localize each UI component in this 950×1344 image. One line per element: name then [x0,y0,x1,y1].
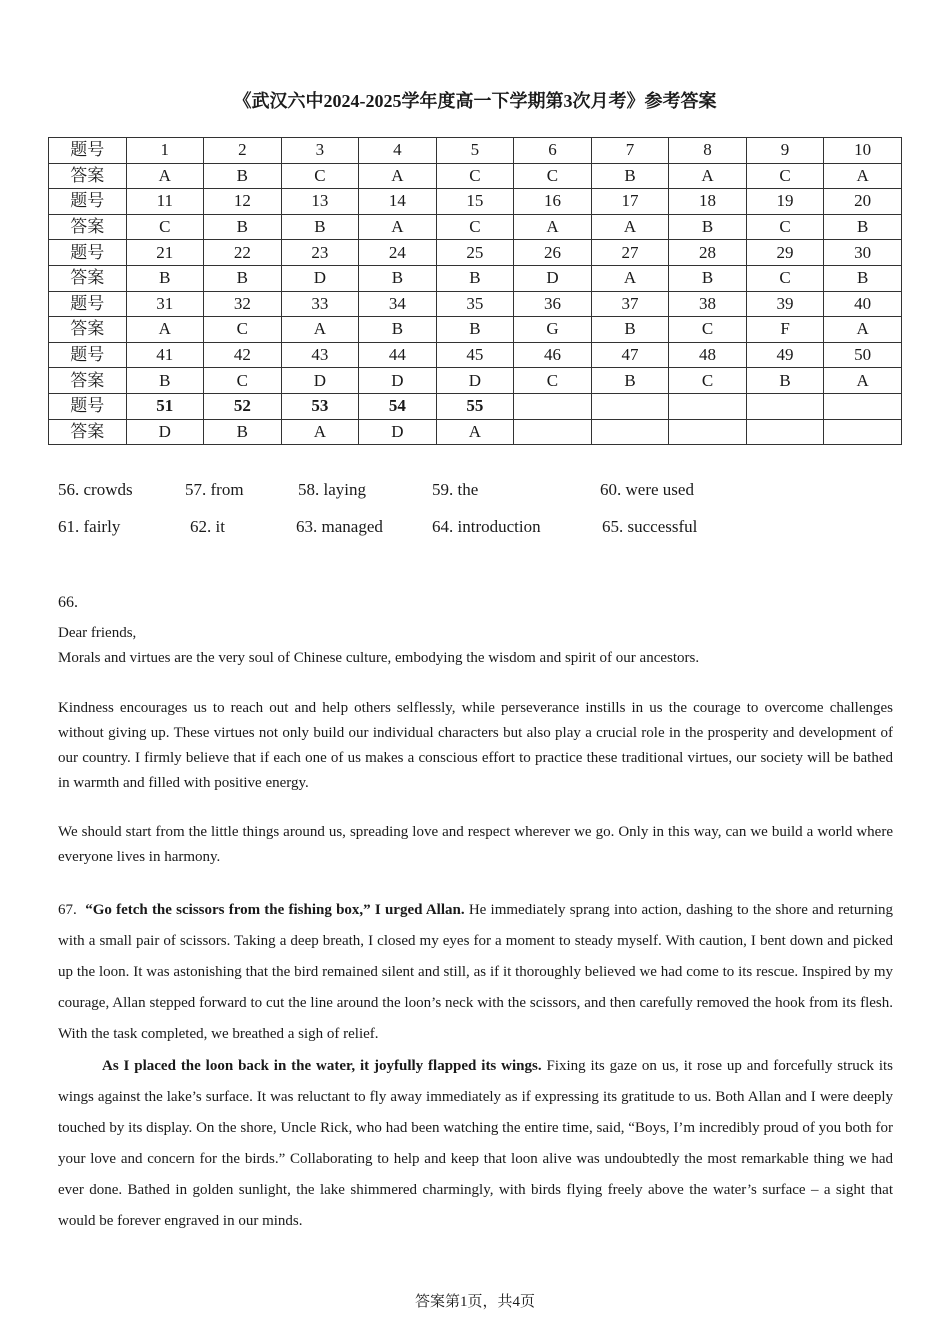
answer-row [49,317,902,343]
q66-paragraph: We should start from the little things around us, spreading love and respect wherever we go. Only in this way, can we build a world where everyone lives in harmony. [58,824,893,865]
question-number-cell [514,393,592,419]
question-number-cell: 53 [281,393,359,419]
answer-row-label: 答案 [49,265,127,291]
answer-cell: A [359,163,437,189]
question-number-cell: 20 [824,189,902,215]
answer-cell: C [204,317,282,343]
answer-cell [746,419,824,445]
number-row [49,393,902,419]
answer-cell: C [126,214,204,240]
answer-cell: B [436,317,514,343]
question-number-cell: 32 [204,291,282,317]
answer-cell: B [591,163,669,189]
question-number-cell: 39 [746,291,824,317]
question-number-cell: 13 [281,189,359,215]
answer-cell: A [281,317,359,343]
question-number-cell: 19 [746,189,824,215]
number-row [49,138,902,164]
question-number-cell: 15 [436,189,514,215]
answer-cell: C [669,368,747,394]
question-number-cell: 14 [359,189,437,215]
question-number-cell [746,393,824,419]
answer-cell: D [281,368,359,394]
answer-cell: C [746,214,824,240]
answer-cell: A [514,214,592,240]
question-number-cell: 2 [204,138,282,164]
answer-cell: A [436,419,514,445]
answer-cell: C [436,214,514,240]
question-number-cell: 50 [824,342,902,368]
question-number-cell: 34 [359,291,437,317]
question-number-cell: 45 [436,342,514,368]
fill-answer: 60. were used [600,480,694,499]
question-number-cell: 38 [669,291,747,317]
question-number-cell: 28 [669,240,747,266]
question-number-cell: 43 [281,342,359,368]
answer-cell: A [824,317,902,343]
answer-cell: B [359,317,437,343]
answer-cell [669,419,747,445]
question-number-cell: 41 [126,342,204,368]
question-number-cell: 54 [359,393,437,419]
fill-answer: 65. successful [602,517,698,536]
q67-lead-sentence-1: “Go fetch the scissors from the fishing box,” I urged Allan. [85,902,465,918]
answer-row [49,163,902,189]
q67-lead-sentence-2: As I placed the loon back in the water, it joyfully flapped its wings. [102,1058,542,1074]
answer-cell: B [824,214,902,240]
answer-cell: A [824,368,902,394]
answer-row [49,265,902,291]
page-title: 《武汉六中2024-2025学年度高一下学期第3次月考》参考答案 [233,91,717,111]
question-number-cell: 47 [591,342,669,368]
number-row-label: 题号 [49,189,127,215]
fill-answer: 57. from [185,480,244,499]
answer-cell: B [746,368,824,394]
question-number-cell: 26 [514,240,592,266]
answer-cell: G [514,317,592,343]
answer-cell: B [669,265,747,291]
question-number-cell: 25 [436,240,514,266]
q67-paragraph-1 [58,895,893,1050]
question-number-cell: 12 [204,189,282,215]
answer-row-label: 答案 [49,214,127,240]
answer-cell: C [514,368,592,394]
answer-cell: C [436,163,514,189]
number-row-label: 题号 [49,393,127,419]
question-number-cell: 3 [281,138,359,164]
question-number-cell: 17 [591,189,669,215]
answer-cell [591,419,669,445]
answer-cell: A [126,317,204,343]
answer-row-label: 答案 [49,419,127,445]
question-number-cell: 29 [746,240,824,266]
q67-paragraph-2 [58,1051,893,1237]
question-number-cell [669,393,747,419]
answer-cell: F [746,317,824,343]
question-number-cell: 4 [359,138,437,164]
answer-cell: B [669,214,747,240]
question-number-cell: 35 [436,291,514,317]
question-number-cell: 30 [824,240,902,266]
answer-table [48,137,902,445]
answer-cell: B [591,368,669,394]
answer-cell: B [204,265,282,291]
question-number-cell: 46 [514,342,592,368]
answer-cell [514,419,592,445]
question-number-cell: 24 [359,240,437,266]
q66-number: 66. [58,594,78,611]
fill-answer: 64. introduction [432,517,541,536]
question-number-cell: 42 [204,342,282,368]
question-number-cell: 55 [436,393,514,419]
answer-cell: D [359,368,437,394]
number-row [49,342,902,368]
answer-cell: D [514,265,592,291]
answer-cell: A [281,419,359,445]
question-number-cell [591,393,669,419]
number-row-label: 题号 [49,342,127,368]
question-number-cell: 18 [669,189,747,215]
answer-cell: B [281,214,359,240]
answer-row [49,368,902,394]
question-number-cell: 8 [669,138,747,164]
question-number-cell: 40 [824,291,902,317]
question-number-cell: 5 [436,138,514,164]
fill-answer: 58. laying [298,480,366,499]
fill-answer: 59. the [432,480,479,499]
answer-cell: D [436,368,514,394]
number-row [49,240,902,266]
answer-cell: D [281,265,359,291]
question-number-cell: 36 [514,291,592,317]
question-number-cell: 44 [359,342,437,368]
answer-row-label: 答案 [49,163,127,189]
question-number-cell: 49 [746,342,824,368]
question-number-cell: 9 [746,138,824,164]
answer-cell: D [126,419,204,445]
question-number-cell: 33 [281,291,359,317]
number-row [49,189,902,215]
answer-cell: A [126,163,204,189]
question-number-cell [824,393,902,419]
question-number-cell: 37 [591,291,669,317]
answer-row-label: 答案 [49,368,127,394]
answer-cell: B [824,265,902,291]
answer-cell: B [204,163,282,189]
question-number-cell: 27 [591,240,669,266]
answer-cell: B [126,368,204,394]
question-number-cell: 52 [204,393,282,419]
answer-row-label: 答案 [49,317,127,343]
answer-cell: C [746,163,824,189]
question-number-cell: 6 [514,138,592,164]
answer-cell: C [281,163,359,189]
question-number-cell: 31 [126,291,204,317]
answer-cell: A [591,214,669,240]
fill-answer: 56. crowds [58,480,133,499]
question-number-cell: 11 [126,189,204,215]
answer-cell: B [204,419,282,445]
answer-cell: A [359,214,437,240]
fill-answer: 63. managed [296,517,383,536]
answer-cell: C [669,317,747,343]
number-row-label: 题号 [49,138,127,164]
answer-cell: B [204,214,282,240]
number-row-label: 题号 [49,291,127,317]
answer-cell: B [591,317,669,343]
answer-cell: A [824,163,902,189]
q66-paragraph: Morals and virtues are the very soul of Chinese culture, embodying the wisdom and spirit of our ancestors. [58,650,700,666]
answer-row [49,214,902,240]
question-number-cell: 10 [824,138,902,164]
answer-cell: C [204,368,282,394]
number-row-label: 题号 [49,240,127,266]
answer-cell: C [746,265,824,291]
answer-cell: B [359,265,437,291]
q66-paragraph: Kindness encourages us to reach out and help others selflessly, while perseverance instills in us the courage to overcome challenges without giving up. These virtues not only build our individual characters but also play a crucial role in the prosperity and development of our country. I firmly believe that if each one of us makes a conscious effort to practice these traditional virtues, our society will be bathed in warmth and filled with positive energy. [58,700,893,791]
answer-cell [824,419,902,445]
fill-answer: 61. fairly [58,517,121,536]
answer-cell: B [436,265,514,291]
answer-cell: D [359,419,437,445]
question-number-cell: 48 [669,342,747,368]
question-number-cell: 16 [514,189,592,215]
number-row [49,291,902,317]
question-number-cell: 7 [591,138,669,164]
question-number-cell: 22 [204,240,282,266]
page-footer: 答案第1页，共4页 [414,1294,535,1310]
q66-greeting: Dear friends, [58,625,137,641]
answer-cell: B [126,265,204,291]
answer-cell: A [669,163,747,189]
fill-answer: 62. it [190,517,225,536]
q67-body-1: He immediately sprang into action, dashing to the shore and returning with a small pair of scissors. Taking a deep breath, I closed my eyes for a moment to steady myself. With caution, I bent down and picked up the loon. It was astonishing that the bird remained silent and still, as if it thoroughly believed we had come to its rescue. Inspired by my courage, Allan stepped forward to cut the line around the loon’s neck with the scissors, and then carefully removed the hook from its flesh. With the task completed, we breathed a sigh of relief. [58,902,893,1042]
question-number-cell: 23 [281,240,359,266]
q67-number: 67. [58,902,77,918]
q67-body-2: Fixing its gaze on us, it rose up and forcefully struck its wings against the lake’s surface. It was reluctant to fly away immediately as if expressing its gratitude to us. Both Allan and I were deeply touched by its display. On the shore, Uncle Rick, who had been watching the entire time, said, “Boys, I’m incredibly proud of you both for your love and concern for the birds.” Collaborating to help and keep that loon alive was undoubtedly the most remarkable thing we had ever done. Bathed in golden sunlight, the lake shimmered charmingly, with birds flying freely above the water’s surface – a sight that would be forever engraved in our minds. [58,1058,894,1229]
answer-cell: A [591,265,669,291]
question-number-cell: 1 [126,138,204,164]
answer-row [49,419,902,445]
answer-cell: C [514,163,592,189]
question-number-cell: 21 [126,240,204,266]
question-number-cell: 51 [126,393,204,419]
